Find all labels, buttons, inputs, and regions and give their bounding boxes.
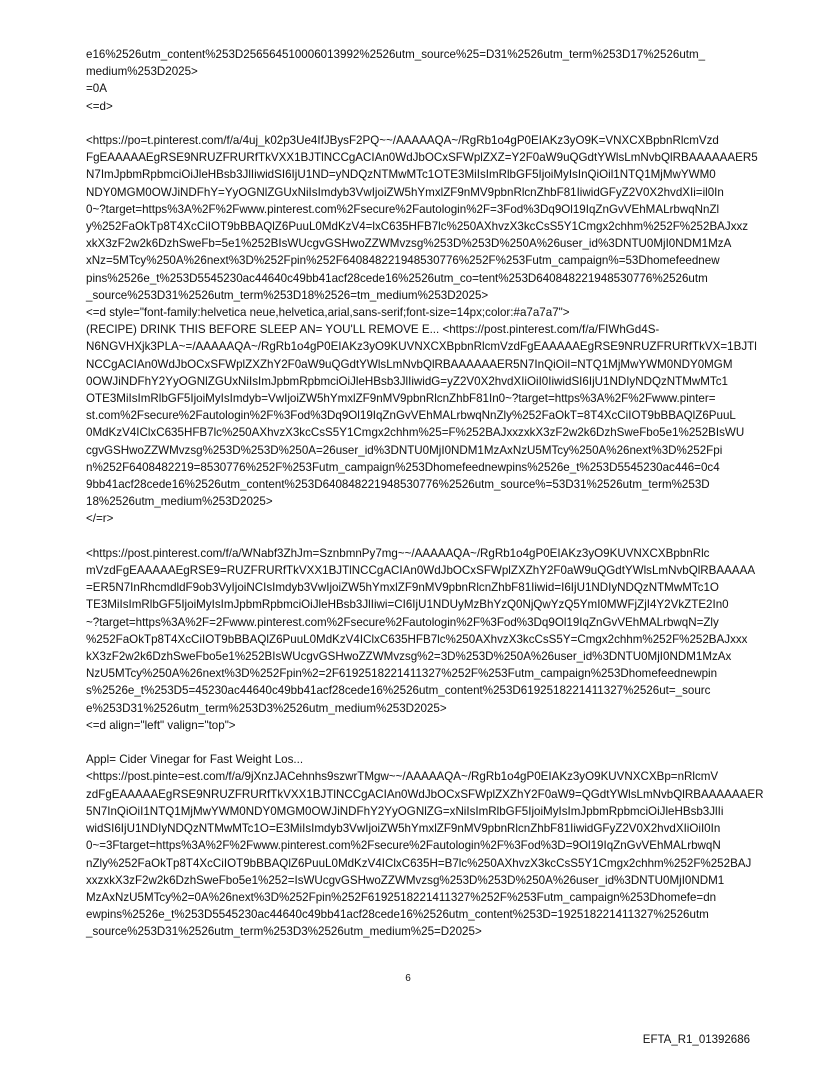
text-line: pins%2526e_t%253D5545230ac44640c49bb41acf28cede16%2526utm_co=tent%253D640848221948530776%2526utm [86, 271, 708, 285]
text-line: NDY0MGM0OWJiNDFhY=YyOGNlZGUxNiIsImdyb3VwIjoiZW5hYmxlZF9nMV9pbnRlcnZhbF81IiwidGFyZ2V0X2hvdXIi=il0In [86, 185, 724, 199]
text-line: medium%253D2025> [86, 65, 198, 79]
text-line: <=d align="left" valign="top"> [86, 718, 236, 732]
text-line: N6NGVHXjk3PLA~=/AAAAAQA~/RgRb1o4gP0EIAKz3yO9KUVNXCXBpbnRlcmVzdFgEAAAAAEgRSE9NRUZFRURfTkVX=1BJTl [86, 340, 757, 354]
text-line: e16%2526utm_content%253D256564510006013992%2526utm_source%25=D31%2526utm_term%253D17%2526utm_ [86, 48, 706, 61]
text-line: MzAxNzU5MTcy%2=0A%26next%3D%252Fpin%252F6192518221411327%252F%253Futm_campaign%253Dhomefe=dn [86, 890, 717, 904]
page-number: 6 [405, 973, 411, 984]
text-line: 0~=3Ftarget=https%3A%2F%2Fwww.pinterest.com%2Fsecure%2Fautologin%2F%3Fod%3D=9Ol19IqZnGvVEhMALrbwqN [86, 839, 721, 853]
text-line: _source%253D31%2526utm_term%253D3%2526utm_medium%25=D2025> [86, 925, 482, 939]
text-block-3 [86, 545, 756, 734]
text-line: 5N7InQiOiI1NTQ1MjMwYWM0NDY0MGM0OWJiNDFhY2YyOGNlZG=xNiIsImRlbGF5IjoiMyIsImJpbmRpbmciOiJleHBsb3JlIi [86, 804, 724, 818]
text-line: =0A [86, 82, 107, 96]
text-line: <=d> [86, 99, 113, 113]
text-line: FgEAAAAAEgRSE9NRUZFRURfTkVXX1BJTlNCCgACIAn0WdJbOCxSFWplZXZ=Y2F0aW9uQGdtYWlsLmNvbQlRBAAAAAAER5 [86, 151, 758, 165]
text-block-4 [86, 751, 764, 940]
text-line: <=d style="font-family:helvetica neue,helvetica,arial,sans-serif;font-size=14px;color:#a7a7a7"> [86, 306, 570, 320]
text-line: N7ImJpbmRpbmciOiJleHBsb3JlIiwidSI6IjU1ND=yNDQzNTMwMTc1OTE3MiIsImRlbGF5IjoiMyIsInQiOil1NTQ1MjMwYWM0 [86, 168, 716, 182]
text-block-2 [86, 132, 758, 528]
text-line: (RECIPE) DRINK THIS BEFORE SLEEP AN= YOU'LL REMOVE E... <https://post.pinterest.com/f/a/FIWhGd4S- [86, 323, 660, 337]
text-block-1 [86, 46, 746, 115]
text-line: =ER5N7InRhcmdldF9ob3VyIjoiNCIsImdyb3VwIjoiZW5hYmxlZF9nMV9pbnRlcnZhbF81Iiwid=I6IjU1NDIyNDQzNTMwMTc1O [86, 581, 719, 595]
paragraph-gap [86, 115, 746, 132]
paragraph-gap [86, 528, 746, 545]
text-line: OTE3MiIsImRlbGF5IjoiMyIsImdyb=VwIjoiZW5hYmxlZF9nMV9pbnRlcnZhbF81In0~?target=https%3A%2F%2Fwww.pinter= [86, 392, 716, 406]
text-line: s%2526e_t%253D5=45230ac44640c49bb41acf28cede16%2526utm_content%253D6192518221411327%2526ut=_sourc [86, 684, 711, 698]
text-line: NCCgACIAn0WdJbOCxSFWplZXZhY2F0aW9uQGdtYWlsLmNvbQlRBAAAAAAER5N7InQiOiI=NTQ1MjMwYWM0NDY0MGM [86, 357, 733, 371]
text-line: ewpins%2526e_t%253D5545230ac44640c49bb41acf28cede16%2526utm_content%253D=192518221411327%2526utm [86, 908, 709, 922]
text-line: %252FaOkTp8T4XcCiIOT9bBBAQlZ6PuuL0MdKzV4IClxC635HFB7lc%250AXhvzX3kcCsS5Y=Cmgx2chhm%252F%252BAJxxx [86, 632, 748, 646]
text-line: xxzxkX3zF2w2k6DzhSweFbo5e1%252=IsWUcgvGSHwoZZWMvzsg%253D%253D%250A%26user_id%3DNTU0MjI0NDM1 [86, 873, 725, 887]
text-line: 0MdKzV4IClxC635HFB7lc%250AXhvzX3kcCsS5Y1Cmgx2chhm%25=F%252BAJxxzxkX3zF2w2k6DzhSweFbo5e1%252BIsWU [86, 426, 745, 440]
text-line: TE3MiIsImRlbGF5IjoiMyIsImJpbmRpbmciOiJleHBsb3JlIiwi=CI6IjU1NDUyMzBhYzQ0NjQwYzQ5YmI0MWFjZjI4Y2VkZTE2In0 [86, 598, 729, 612]
text-line: zdFgEAAAAAEgRSE9NRUZFRURfTkVXX1BJTlNCCgACIAn0WdJbOCxSFWplZXZhY2F0aW9=QGdtYWlsLmNvbQlRBAAAAAAER [86, 787, 764, 801]
text-line: <https://post.pinterest.com/f/a/WNabf3ZhJm=SznbmnPy7mg~~/AAAAAQA~/RgRb1o4gP0EIAKz3yO9KUVNXCXBpbnRlc [86, 546, 710, 560]
text-line: xkX3zF2w2k6DzhSweFb=5e1%252BIsWUcgvGSHwoZZWMvzsg%253D%253D%250A%26user_id%3DNTU0MjI0NDM1MzA [86, 237, 732, 251]
text-line: Appl= Cider Vinegar for Fast Weight Los... [86, 753, 304, 767]
text-line: ~?target=https%3A%2F=2Fwww.pinterest.com%2Fsecure%2Fautologin%2F%3Fod%3Dq9Ol19IqZnGvVEhMALrbwqN=Zly [86, 615, 719, 629]
text-line: widSI6IjU1NDIyNDQzNTMwMTc1O=E3MiIsImdyb3VwIjoiZW5hYmxlZF9nMV9pbnRlcnZhbF81IiwidGFyZ2V0X2hvdXIiOiI0In [86, 822, 721, 836]
text-line: xNz=5MTcy%250A%26next%3D%252Fpin%252F640848221948530776%252F%253Futm_campaign%=53Dhomefeednew [86, 254, 720, 268]
text-line: kX3zF2w2k6DzhSweFbo5e1%252BIsWUcgvGSHwoZZWMvzsg%2=3D%253D%250A%26user_id%3DNTU0MjI0NDM1MzAx [86, 650, 732, 664]
text-line: _source%253D31%2526utm_term%253D18%2526=tm_medium%253D2025> [86, 288, 489, 302]
text-line: n%252F6408482219=8530776%252F%253Futm_campaign%253Dhomefeednewpins%2526e_t%253D5545230ac446=0c4 [86, 460, 720, 474]
text-line: e%253D31%2526utm_term%253D3%2526utm_medium%253D2025> [86, 701, 447, 715]
text-line: NzU5MTcy%250A%26next%3D%252Fpin%2=2F6192518221411327%252F%253Futm_campaign%253Dhomefeednewpin [86, 667, 718, 681]
text-line: 9bb41acf28cede16%2526utm_content%253D640848221948530776%2526utm_source%=53D31%2526utm_term%253D [86, 478, 710, 492]
text-line: mVzdFgEAAAAAEgRSE9=RUZFRURfTkVXX1BJTlNCCgACIAn0WdJbOCxSFWplZXZhY2F0aW9uQGdtYWlsLmNvbQlRBAAAAA [86, 564, 756, 578]
text-line: <https://post.pinte=est.com/f/a/9jXnzJACehnhs9szwrTMgw~~/AAAAAQA~/RgRb1o4gP0EIAKz3yO9KUVNXCXBp=nRlcmV [86, 770, 719, 784]
text-line: nZly%252FaOkTp8T4XcCiIOT9bBBAQlZ6PuuL0MdKzV4IClxC635H=B7lc%250AXhvzX3kcCsS5Y1Cmgx2chhm%252F%252BAJ [86, 856, 752, 870]
text-line: st.com%2Fsecure%2Fautologin%2F%3Fod%3Dq9Ol19IqZnGvVEhMALrbwqNnZly%252FaOkT=8T4XcCiIOT9bBBAQlZ6PuuL [86, 409, 736, 423]
text-line: y%252FaOkTp8T4XcCiIOT9bBBAQlZ6PuuL0MdKzV4=lxC635HFB7lc%250AXhvzX3kcCsS5Y1Cmgx2chhm%252F%252BAJxxz [86, 220, 749, 234]
text-line: <https://po=t.pinterest.com/f/a/4uj_k02p3Ue4IfJBysF2PQ~~/AAAAAQA~/RgRb1o4gP0EIAKz3yO9K=VNXCXBpbnRlcmVzd [86, 134, 719, 147]
document-body [86, 46, 764, 941]
text-line: 0~?target=https%3A%2F%2Fwww.pinterest.com%2Fsecure%2Fautologin%2F=3Fod%3Dq9Ol19IqZnGvVEhMALrbwqNnZl [86, 202, 720, 216]
document-id: EFTA_R1_01392686 [642, 1034, 750, 1046]
text-line: </=r> [86, 512, 114, 526]
text-line: cgvGSHwoZZWMvzsg%253D%253D%250A=26user_id%3DNTU0MjI0NDM1MzAxNzU5MTcy%250A%26next%3D%252Fpi [86, 443, 723, 457]
paragraph-gap [86, 734, 746, 751]
text-line: 0OWJiNDFhY2YyOGNlZGUxNiIsImJpbmRpbmciOiJleHBsb3JlIiwidG=yZ2V0X2hvdXIiOiI0IiwidSI6IjU1NDIyNDQzNTMwMTc1 [86, 374, 728, 388]
text-line: 18%2526utm_medium%253D2025> [86, 495, 273, 509]
